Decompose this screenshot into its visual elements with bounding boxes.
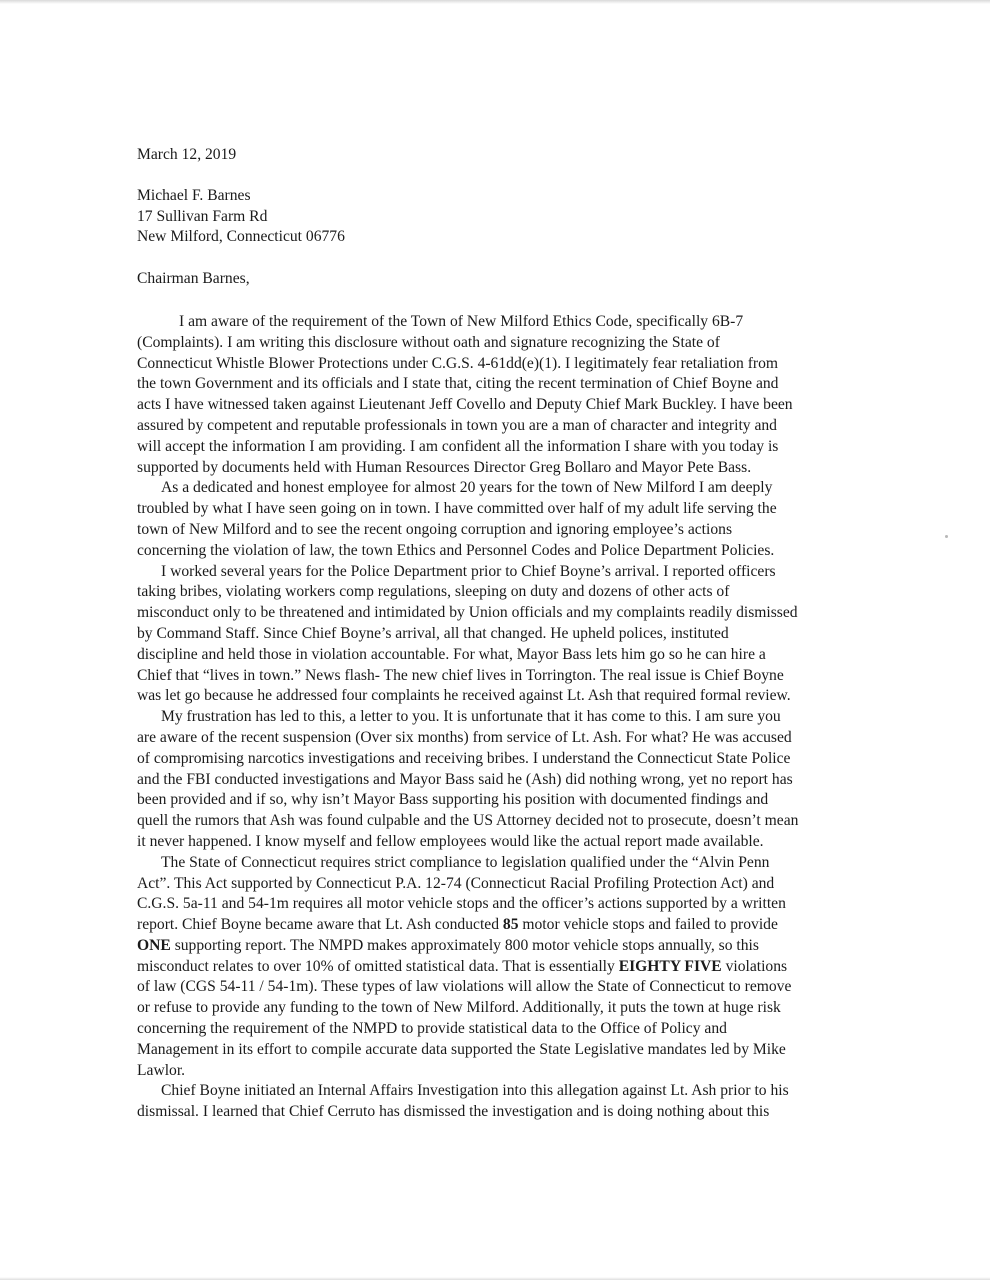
paragraph-line: quell the rumors that Ash was found culpable and the US Attorney decided not to prosecute, doesn’t mean — [137, 812, 799, 830]
salutation: Chairman Barnes, — [137, 270, 250, 288]
paragraph-line: dismissal. I learned that Chief Cerruto has dismissed the investigation and is doing nothing about this — [137, 1103, 770, 1121]
letter-body — [137, 145, 849, 1123]
paragraph-line: (Complaints). I am writing this disclosure without oath and signature recognizing the State of — [137, 333, 720, 351]
letter-date: March 12, 2019 — [137, 146, 237, 163]
paragraph-line: and the FBI conducted investigations and Mayor Bass said he (Ash) did nothing wrong, yet no report has — [137, 770, 793, 788]
paragraph-line: Chief that “lives in town.” News flash- The new chief lives in Torrington. The real issue is Chief Boyne — [137, 666, 784, 684]
recipient-street: 17 Sullivan Farm Rd — [137, 207, 268, 225]
paragraph-line: concerning the requirement of the NMPD to provide statistical data to the Office of Policy and — [137, 1020, 727, 1038]
recipient-city: New Milford, Connecticut 06776 — [137, 228, 345, 246]
paragraph-line: misconduct only to be threatened and intimidated by Union officials and my complaints readily dismissed — [137, 604, 798, 622]
paragraph-line: misconduct relates to over 10% of omitted statistical data. That is essentially EIGHTY FIVE violations — [137, 957, 788, 975]
recipient-address — [137, 186, 849, 248]
scan-speck — [945, 535, 948, 538]
paragraph-line: are aware of the recent suspension (Over six months) from service of Lt. Ash. For what? He was accused — [137, 728, 792, 746]
paragraph-line: by Command Staff. Since Chief Boyne’s arrival, all that changed. He upheld polices, instituted — [137, 624, 729, 642]
paragraph-line: As a dedicated and honest employee for almost 20 years for the town of New Milford I am deeply — [161, 479, 773, 497]
paragraph-line: report. Chief Boyne became aware that Lt. Ash conducted 85 motor vehicle stops and failed to provide — [137, 916, 778, 934]
paragraph — [137, 562, 849, 708]
paragraph-line: town of New Milford and to see the recent ongoing corruption and ignoring employee’s actions — [137, 520, 733, 538]
paragraph-line: been provided and if so, why isn’t Mayor Bass supporting his position with documented findings and — [137, 791, 769, 809]
paragraph — [137, 478, 849, 561]
paragraph-line: I am aware of the requirement of the Town of New Milford Ethics Code, specifically 6B-7 — [179, 312, 744, 330]
paragraph-line: discipline and held those in violation accountable. For what, Mayor Bass lets him go so he can hire a — [137, 645, 766, 663]
paragraph — [137, 1081, 849, 1123]
paragraph-line: it never happened. I know myself and fellow employees would like the actual report made available. — [137, 832, 764, 850]
scan-edge-top — [0, 0, 990, 4]
paragraph-line: of compromising narcotics investigations and receiving bribes. I understand the Connecticut State Police — [137, 749, 791, 767]
paragraph-line: of law (CGS 54-11 / 54-1m). These types of law violations will allow the State of Connecticut to remove — [137, 978, 792, 996]
paragraph-line: Management in its effort to compile accurate data supported the State Legislative mandates led by Mike — [137, 1040, 786, 1058]
paragraph-line: Act”. This Act supported by Connecticut P.A. 12-74 (Connecticut Racial Profiling Protection Act) and — [137, 874, 775, 892]
paragraph-line: acts I have witnessed taken against Lieutenant Jeff Covello and Deputy Chief Mark Buckley. I have been — [137, 396, 793, 414]
paragraph-line: My frustration has led to this, a letter to you. It is unfortunate that it has come to this. I am sure you — [161, 708, 781, 726]
paragraph-line: I worked several years for the Police Department prior to Chief Boyne’s arrival. I reported officers — [161, 562, 776, 580]
paragraph-line: the town Government and its officials and I state that, citing the recent termination of Chief Boyne and — [137, 375, 779, 393]
paragraph-line: ONE supporting report. The NMPD makes approximately 800 motor vehicle stops annually, so this — [137, 936, 759, 954]
paragraph — [137, 853, 849, 1082]
paragraph-line: taking bribes, violating workers comp regulations, sleeping on duty and dozens of other acts of — [137, 583, 730, 601]
paragraph-line: C.G.S. 5a-11 and 54-1m requires all motor vehicle stops and the officer’s actions supported by a written — [137, 895, 786, 913]
paragraph-line: The State of Connecticut requires strict compliance to legislation qualified under the “Alvin Penn — [161, 853, 770, 871]
recipient-name: Michael F. Barnes — [137, 186, 251, 204]
paragraph-line: Connecticut Whistle Blower Protections under C.G.S. 4-61dd(e)(1). I legitimately fear retaliation from — [137, 354, 779, 372]
paragraph-line: or refuse to provide any funding to the town of New Milford. Additionally, it puts the town at huge risk — [137, 999, 781, 1017]
paragraph-line: will accept the information I am providing. I am confident all the information I share with you today is — [137, 437, 779, 455]
paragraph-line: concerning the violation of law, the town Ethics and Personnel Codes and Police Department Policies. — [137, 541, 775, 559]
paragraph-line: Lawlor. — [137, 1061, 186, 1079]
paragraph — [137, 707, 849, 853]
paragraph-line: Chief Boyne initiated an Internal Affairs Investigation into this allegation against Lt. Ash prior to his — [161, 1082, 789, 1100]
paragraph — [137, 312, 849, 478]
paragraph-line: troubled by what I have seen going on in town. I have committed over half of my adult life serving the — [137, 500, 777, 518]
paragraph-line: was let go because he addressed four complaints he received against Lt. Ash that required formal review. — [137, 687, 791, 705]
paragraph-line: assured by competent and reputable professionals in town you are a man of character and integrity and — [137, 416, 777, 434]
paragraph-line: supported by documents held with Human Resources Director Greg Bollaro and Mayor Pete Bass. — [137, 458, 752, 476]
letter-paragraphs — [137, 312, 849, 1123]
